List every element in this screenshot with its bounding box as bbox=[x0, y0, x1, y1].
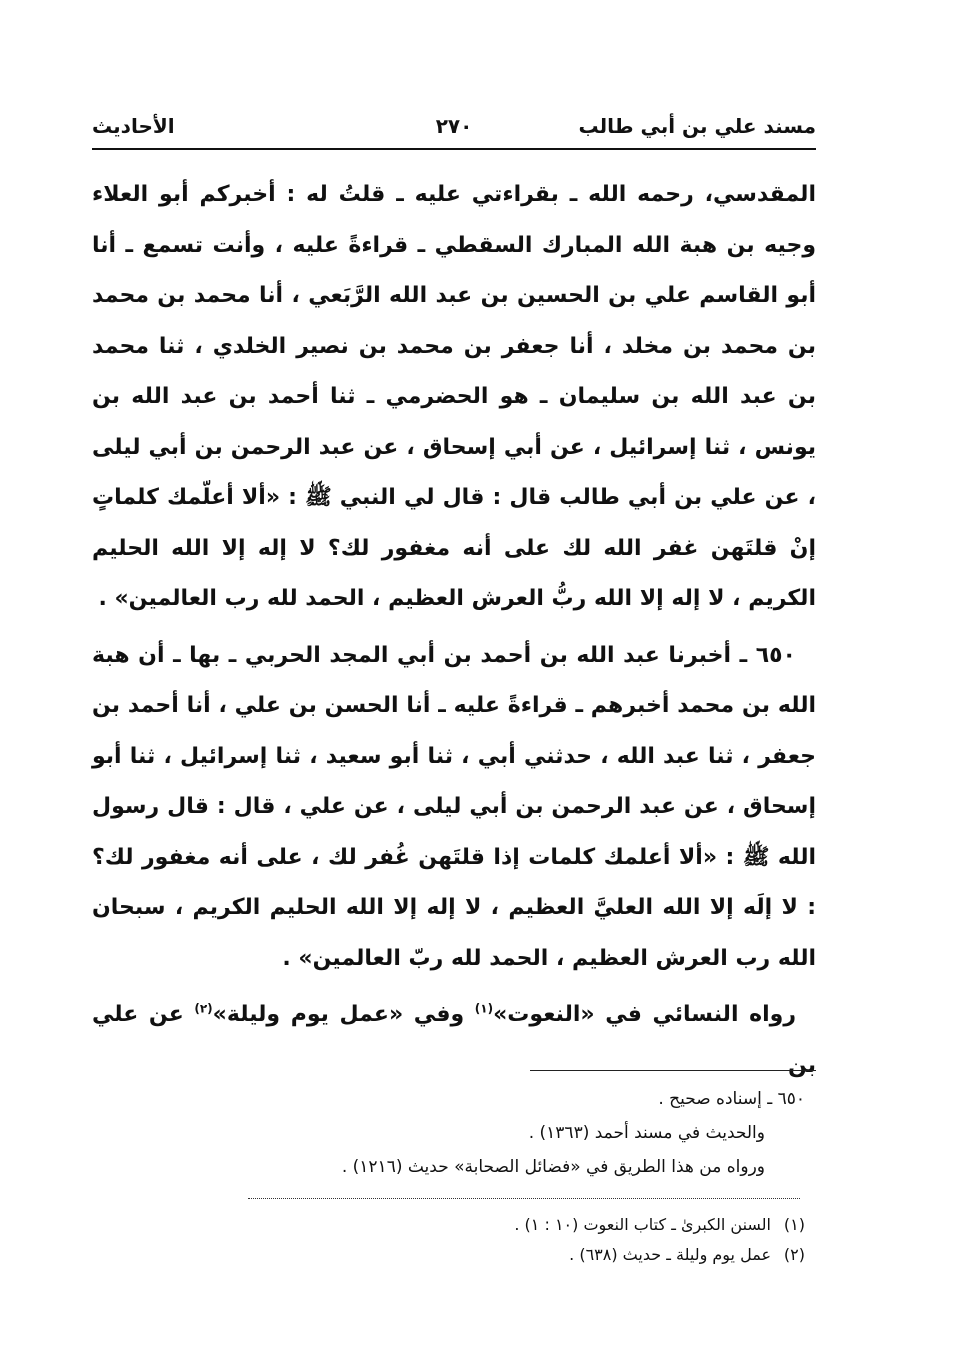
page-number: ٢٧٠ bbox=[435, 114, 473, 138]
main-text bbox=[92, 170, 816, 1091]
header-section-title: الأحاديث bbox=[92, 114, 175, 138]
notes-separator bbox=[530, 1070, 816, 1071]
footnote-1 bbox=[330, 1210, 805, 1240]
footnote-2 bbox=[330, 1240, 805, 1270]
editor-notes bbox=[230, 1082, 805, 1184]
note-line-1: ٦٥٠ ـ إسناده صحيح . bbox=[658, 1089, 805, 1109]
paragraph-649-continued: المقدسي، رحمه الله ـ بقراءتي عليه ـ قلتُ له : أخبركم أبو العلاء وجيه بن هبة الله المبارك السقطي ـ قراءةً عليه ، وأنت تسمع ـ أنا أبو القاسم علي بن الحسين بن عبد الله الرَّبَعي ، أنا محمد بن محمد بن محمد بن مخلد ، أنا جعفر بن محمد بن نصير الخلدي ، ثنا محمد بن عبد الله بن سليمان ـ هو الحضرمي ـ ثنا أحمد بن عبد الله بن يونس ، ثنا إسرائيل ، عن أبي إسحاق ، عن عبد الرحمن بن أبي ليلى ، عن علي بن أبي طالب قال : قال لي النبي ﷺ : «ألا أعلّمك كلماتٍ إنْ قلتَهن غفر الله لك على أنه مغفور لك؟ لا إله إلا الله الحليم الكريم ، لا إله إلا الله ربُّ العرش العظيم ، الحمد لله رب العالمين» . bbox=[92, 182, 816, 611]
footnotes bbox=[330, 1210, 805, 1270]
footnote-text: السنن الكبرىٰ ـ كتاب النعوت (١٠ : ١) . bbox=[514, 1215, 771, 1234]
footnote-text: عمل يوم وليلة ـ حديث (٦٣٨) . bbox=[569, 1245, 771, 1264]
header-book-title: مسند علي بن أبي طالب bbox=[578, 114, 816, 138]
paragraph-650 bbox=[92, 631, 816, 985]
running-header bbox=[92, 108, 816, 144]
hadith-650-text: ٦٥٠ ـ أخبرنا عبد الله بن أحمد بن أبي المجد الحربي ـ بها ـ أن هبة الله بن محمد أخبرهم ـ قراءةً عليه ـ أنا الحسن بن علي ، أنا أحمد بن جعفر ، ثنا عبد الله ، حدثني أبي ، ثنا أبو سعيد ، ثنا إسرائيل ، ثنا أبو إسحاق ، عن عبد الرحمن بن أبي ليلى ، عن علي ، قال : قال رسول الله ﷺ : «ألا أعلمك كلمات إذا قلتَهن غُفر لك ، على أنه مغفور لك؟ : لا إلَه إلا الله العليَّ العظيم ، لا إله إلا الله الحليم الكريم ، سبحان الله رب العرش العظيم ، الحمد لله ربّ العالمين» . bbox=[92, 642, 816, 971]
footnote-number: (٢) bbox=[783, 1245, 805, 1264]
paragraph-narration bbox=[92, 990, 816, 1091]
note-line-3: ورواه من هذا الطريق في «فضائل الصحابة» حديث (١٢١٦) . bbox=[341, 1157, 765, 1177]
footnote-number: (١) bbox=[783, 1215, 805, 1234]
footnote-ref-1[interactable]: (١) bbox=[474, 1001, 494, 1016]
narration-text-c: عن علي بن bbox=[92, 1002, 816, 1078]
footnote-ref-2[interactable]: (٢) bbox=[194, 1001, 213, 1016]
narration-text-a: رواه النسائي في «النعوت» bbox=[493, 1002, 796, 1027]
note-line-2: والحديث في مسند أحمد (١٣٦٣) . bbox=[528, 1123, 765, 1143]
narration-text-b: وفي «عمل يوم وليلة» bbox=[212, 1002, 475, 1027]
header-rule bbox=[92, 148, 816, 150]
footnotes-separator bbox=[248, 1198, 800, 1199]
